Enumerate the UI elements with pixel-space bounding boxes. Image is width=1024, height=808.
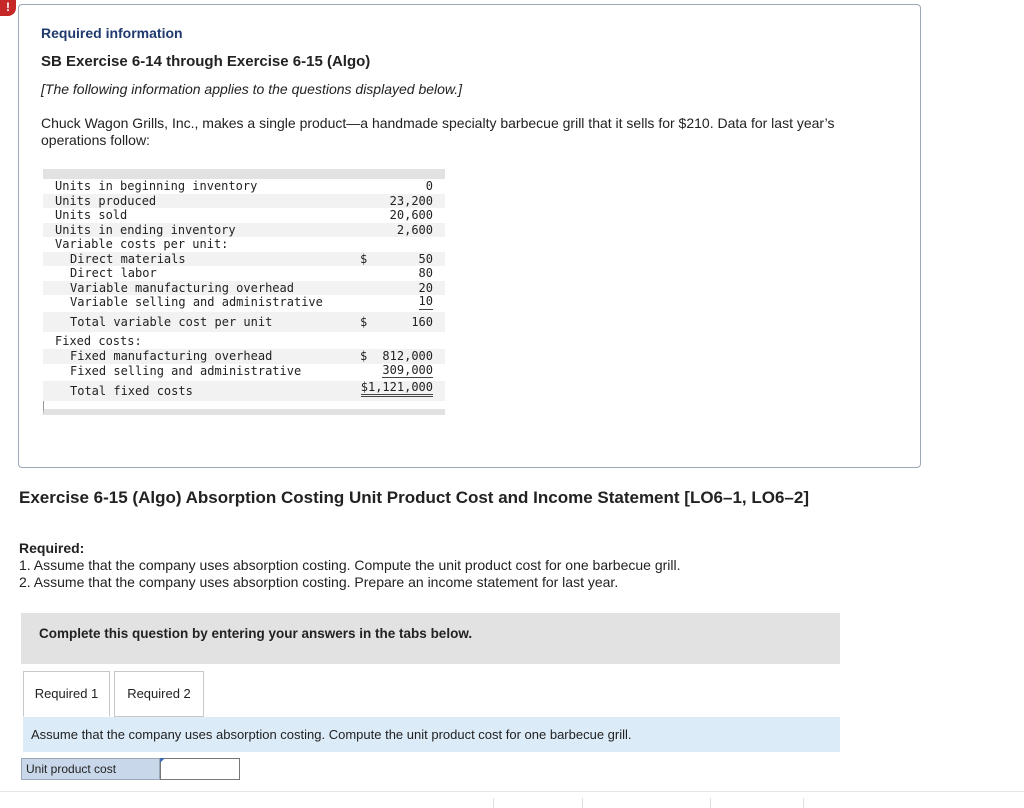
- bottom-divider-tick: [803, 798, 804, 808]
- row-label: Direct materials: [70, 251, 186, 266]
- bottom-divider: [0, 791, 1024, 792]
- bottom-divider-tick: [493, 798, 494, 808]
- intro-text: Chuck Wagon Grills, Inc., makes a single product—a handmade specialty barbecue grill that it sells for $210. Data for last year’s operations follow:: [41, 115, 835, 148]
- table-row: [43, 364, 445, 381]
- table-row: [43, 179, 445, 194]
- instruction-bar: Complete this question by entering your answers in the tabs below.: [21, 613, 840, 664]
- dollar-sign: $: [360, 251, 368, 266]
- applies-note: [The following information applies to the questions displayed below.]: [41, 81, 463, 97]
- input-corner-marker-icon: [160, 758, 165, 763]
- dollar-sign: $: [360, 349, 368, 363]
- exercise-heading: Exercise 6-15 (Algo) Absorption Costing Unit Product Cost and Income Statement [LO6–1, LO6–2]: [19, 488, 809, 507]
- row-label: Total variable cost per unit: [70, 315, 273, 329]
- row-label: Fixed manufacturing overhead: [70, 349, 273, 363]
- table-row: [43, 237, 445, 252]
- row-label: Total fixed costs: [70, 383, 193, 398]
- unit-product-cost-input[interactable]: [160, 758, 240, 780]
- dollar-sign: $: [360, 315, 368, 329]
- table-row: [43, 295, 445, 312]
- table-row: [43, 208, 445, 223]
- row-value: 80: [418, 266, 433, 280]
- row-label: Direct labor: [70, 266, 157, 280]
- table-row: [43, 252, 445, 267]
- row-value: 160: [411, 315, 433, 329]
- row-label: Variable manufacturing overhead: [70, 280, 294, 295]
- unit-product-cost-label: Unit product cost: [21, 758, 160, 780]
- row-value: 20: [418, 280, 433, 295]
- bottom-divider-tick: [582, 798, 583, 808]
- required-label: Required:: [19, 540, 85, 556]
- row-label: Fixed costs:: [55, 334, 142, 348]
- row-value: 812,000: [382, 349, 433, 363]
- row-label: Variable selling and administrative: [70, 295, 323, 309]
- bottom-divider-tick: [710, 798, 711, 808]
- row-label: Units in ending inventory: [55, 222, 236, 237]
- row-value: 10: [418, 294, 433, 308]
- tab-required-1[interactable]: Required 1: [23, 671, 110, 717]
- table-footer: [43, 401, 445, 415]
- table-row: [43, 223, 445, 238]
- row-label: Fixed selling and administrative: [70, 363, 302, 378]
- row-label: Units sold: [55, 208, 128, 222]
- row-label: Units produced: [55, 193, 157, 208]
- table-row: [43, 194, 445, 209]
- table-row: [43, 349, 445, 364]
- exercise-title: SB Exercise 6-14 through Exercise 6-15 (Algo): [41, 53, 371, 70]
- table-row: [43, 266, 445, 281]
- row-value: $1,121,000: [361, 381, 433, 397]
- row-value: 0: [425, 179, 433, 193]
- row-value: 309,000: [382, 362, 433, 377]
- data-table: [43, 169, 445, 415]
- tab-required-2[interactable]: Required 2: [114, 671, 204, 717]
- table-row: [43, 332, 445, 349]
- required-information-heading: Required information: [41, 25, 183, 41]
- alert-icon: !: [0, 0, 16, 16]
- table-row: [43, 281, 445, 296]
- row-value: 23,200: [389, 193, 433, 208]
- table-row: [43, 312, 445, 332]
- row-value: 20,600: [389, 208, 433, 222]
- requirement-1: 1. Assume that the company uses absorption costing. Compute the unit product cost for one barbecue grill.: [19, 557, 681, 573]
- row-value: 2,600: [396, 222, 433, 237]
- tab-panel-instruction: Assume that the company uses absorption costing. Compute the unit product cost for one barbecue grill.: [23, 717, 840, 752]
- requirement-2: 2. Assume that the company uses absorption costing. Prepare an income statement for last year.: [19, 574, 619, 590]
- row-label: Units in beginning inventory: [55, 179, 258, 193]
- row-value: 50: [418, 251, 433, 266]
- row-label: Variable costs per unit:: [55, 237, 229, 251]
- table-row: [43, 381, 445, 401]
